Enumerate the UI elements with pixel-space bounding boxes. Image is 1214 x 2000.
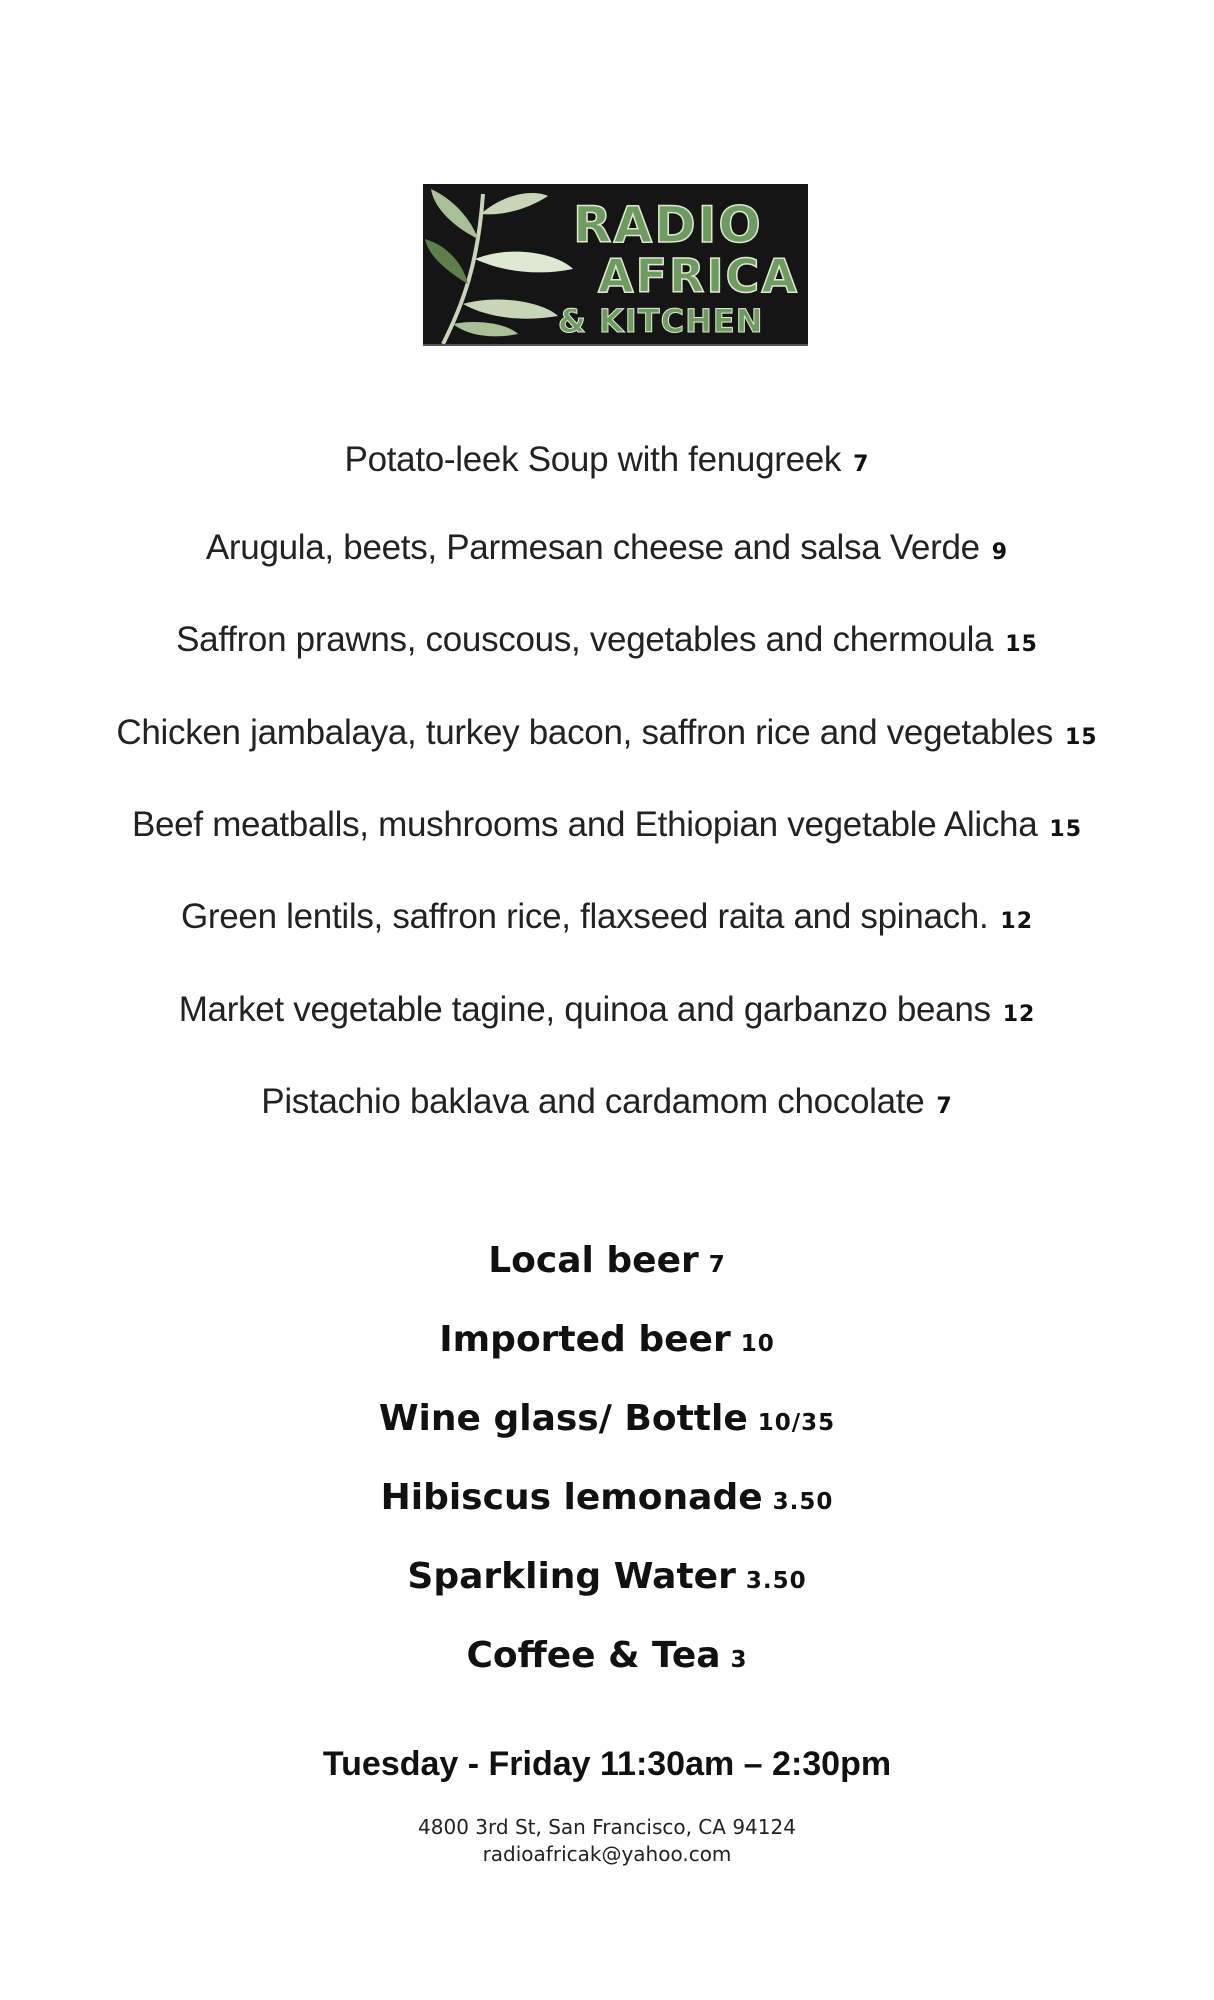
drink-item: [0, 1635, 1214, 1676]
logo-line3: & KITCHEN: [558, 302, 764, 340]
food-item-name: Market vegetable tagine, quinoa and garbanzo beans: [178, 990, 991, 1029]
restaurant-logo: [423, 184, 808, 346]
drink-item-name: Local beer: [488, 1240, 699, 1281]
email: radioafricak@yahoo.com: [482, 1842, 732, 1866]
drink-item-price: 7: [708, 1252, 726, 1278]
drink-item: [0, 1240, 1214, 1281]
drink-item-name: Sparkling Water: [407, 1556, 736, 1597]
address: 4800 3rd St, San Francisco, CA 94124: [418, 1815, 796, 1839]
food-item: [0, 528, 1214, 568]
food-item-price: 12: [1002, 1002, 1036, 1027]
drink-item-name: Wine glass/ Bottle: [378, 1398, 748, 1439]
food-item-price: 15: [1065, 725, 1098, 750]
drink-item: [0, 1398, 1214, 1439]
food-item-price: 15: [1049, 817, 1083, 842]
food-item: [0, 897, 1214, 937]
drink-item-name: Imported beer: [439, 1319, 731, 1360]
food-item: [0, 990, 1214, 1030]
logo-graphic: [423, 184, 808, 344]
drink-item-price: 3: [730, 1647, 748, 1673]
opening-hours: Tuesday - Friday 11:30am – 2:30pm: [322, 1745, 892, 1783]
food-item: [0, 713, 1214, 753]
drink-item-name: Hibiscus lemonade: [380, 1477, 763, 1518]
food-item-name: Pistachio baklava and cardamom chocolate: [261, 1082, 925, 1121]
drink-item: [0, 1319, 1214, 1360]
food-item-price: 9: [991, 540, 1009, 565]
food-item-price: 7: [936, 1094, 953, 1119]
food-item: [0, 805, 1214, 845]
logo-line2: AFRICA: [598, 249, 799, 303]
food-item-price: 7: [853, 452, 870, 477]
drink-item: [0, 1477, 1214, 1518]
food-item: [0, 620, 1214, 660]
food-item: [0, 440, 1214, 480]
food-item-name: Green lentils, saffron rice, flaxseed raita and spinach.: [180, 897, 989, 936]
logo-line1: RADIO: [573, 196, 763, 254]
drink-item: [0, 1556, 1214, 1597]
food-item-name: Potato-leek Soup with fenugreek: [344, 440, 842, 479]
food-item-price: 15: [1005, 632, 1038, 657]
food-item-name: Chicken jambalaya, turkey bacon, saffron rice and vegetables: [116, 713, 1053, 752]
food-item-price: 12: [1000, 909, 1034, 934]
drink-item-price: 3.50: [745, 1568, 807, 1594]
leaf-icon: [425, 189, 573, 344]
drink-item-price: 10/35: [757, 1410, 836, 1436]
food-item-name: Saffron prawns, couscous, vegetables and chermoula: [176, 620, 994, 659]
drink-item-price: 10: [740, 1331, 775, 1357]
drink-item-price: 3.50: [772, 1489, 834, 1515]
food-item: [0, 1082, 1214, 1122]
food-item-name: Arugula, beets, Parmesan cheese and salsa Verde: [205, 528, 980, 567]
drink-item-name: Coffee & Tea: [466, 1635, 721, 1676]
food-item-name: Beef meatballs, mushrooms and Ethiopian vegetable Alicha: [131, 805, 1038, 844]
